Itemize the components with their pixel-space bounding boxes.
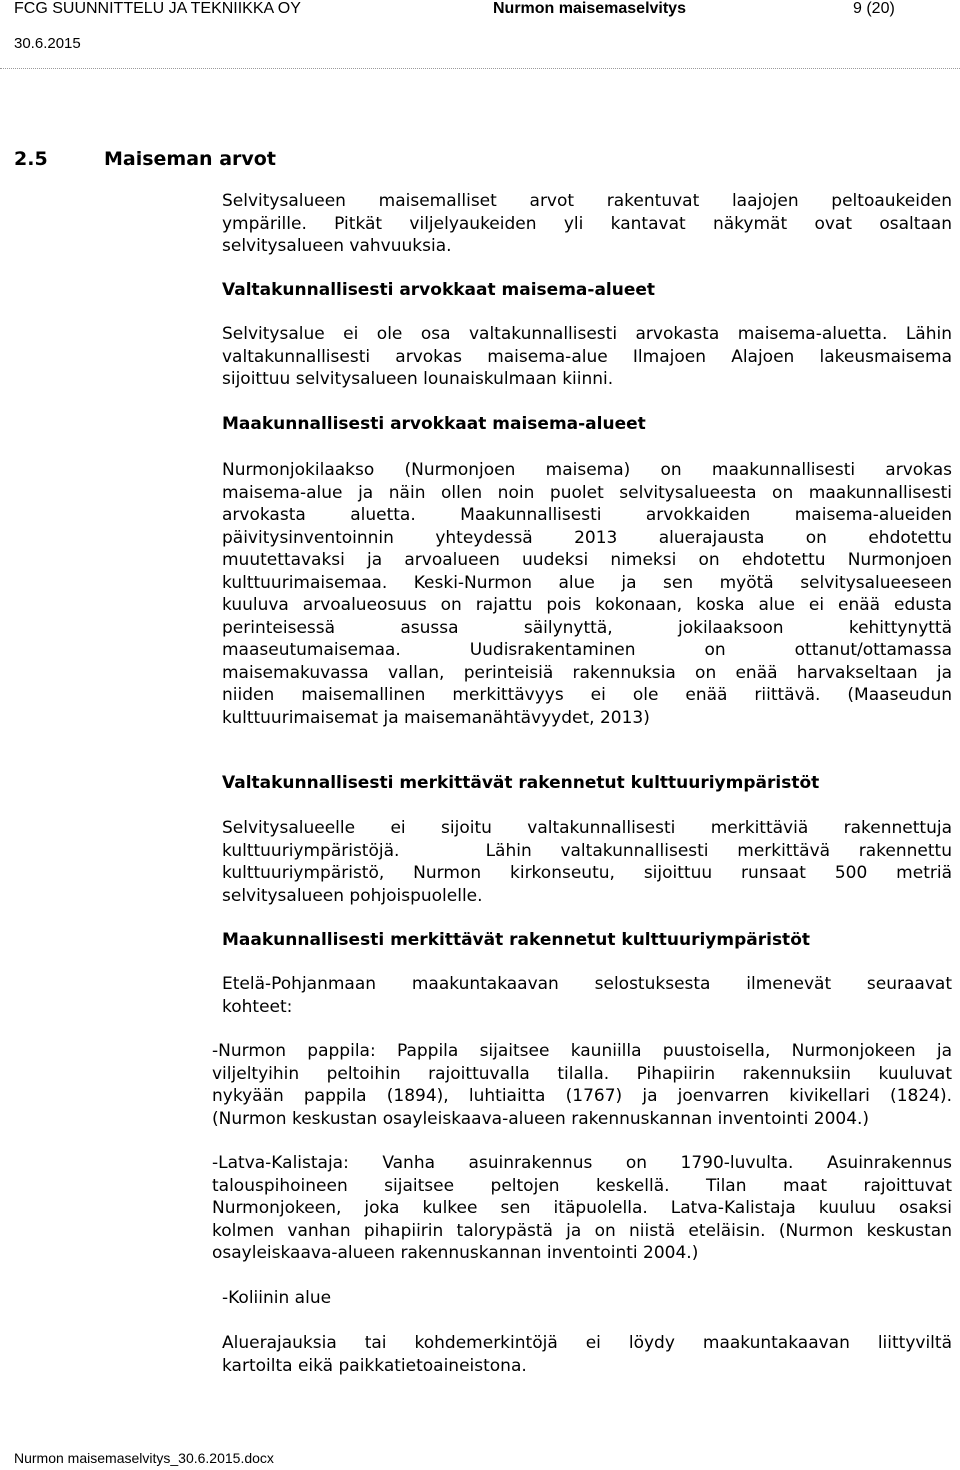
subheading-regional-landscape: Maakunnallisesti arvokkaat maisema-alueet <box>222 414 646 434</box>
text-line: perinteisessä asussa säilynyttä, jokilaaksoon kehittynyttä <box>222 617 952 638</box>
text-line: maisemakuvassa vallan, perinteisiä rakennuksia on enää harvakseltaan ja <box>222 662 952 683</box>
text-line: kolmen vanhan pihapiirin talorypästä ja on niistä eteläisin. (Nurmon keskustan <box>212 1220 952 1241</box>
text-line: muutettavaksi ja arvoalueen uudeksi nimeksi on ehdotettu Nurmonjoen <box>222 550 952 570</box>
text-line: kuuluva arvoalueosuus on rajattu pois kokonaan, koska alue ei enää edusta <box>222 595 952 615</box>
text-line: talouspihoineen sijaitsee peltojen keskellä. Tilan maat rajoittuvat <box>212 1175 952 1196</box>
intro-paragraph <box>222 190 952 258</box>
text-line: päivitysinventoinnin yhteydessä 2013 aluerajausta on ehdotettu <box>222 527 952 548</box>
section-heading <box>14 148 276 170</box>
footer-filename: Nurmon maisemaselvitys_30.6.2015.docx <box>14 1450 274 1466</box>
text-line: kohteet: <box>222 996 293 1017</box>
paragraph-regional-built-environment <box>222 973 952 1018</box>
list-item-latva-kalistaja <box>212 1152 952 1265</box>
paragraph-national-built-environment <box>222 817 952 907</box>
section-number: 2.5 <box>14 148 48 170</box>
text-line: osayleiskaava-alueen rakennuskannan inventointi 2004.) <box>212 1243 699 1263</box>
text-line: ympärille. Pitkät viljelyaukeiden yli kantavat näkymät ovat osaltaan <box>222 213 952 234</box>
text-line: kulttuurimaisemat ja maisemanähtävyydet, 2013) <box>222 707 650 728</box>
text-line: sijoittuu selvitysalueen lounaiskulmaan kiinni. <box>222 369 614 389</box>
text-line: Selvitysalue ei ole osa valtakunnallisesti arvokasta maisema-aluetta. Lähin <box>222 324 952 344</box>
list-item-nurmon-pappila <box>212 1040 952 1130</box>
text-line: Nurmonjokeen, joka kulkee sen itäpuolella. Latva-Kalistaja kuuluu osaksi <box>212 1198 952 1218</box>
text-line: kartoilta eikä paikkatietoaineistona. <box>222 1355 527 1376</box>
text-line: maaseutumaisemaa. Uudisrakentaminen on ottanut/ottamassa <box>222 640 952 660</box>
text-line: kulttuuriympäristöjä. Lähin valtakunnallisesti merkittävä rakennettu <box>222 840 952 861</box>
text-line: -Latva-Kalistaja: Vanha asuinrakennus on 1790-luvulta. Asuinrakennus <box>212 1153 952 1173</box>
text-line: kulttuuriympäristö, Nurmon kirkonseutu, sijoittuu runsaat 500 metriä <box>222 863 952 883</box>
text-line: Selvitysalueelle ei sijoitu valtakunnallisesti merkittäviä rakennettuja <box>222 818 952 838</box>
text-line: viljeltyihin peltoihin rajoittuvalla tilalla. Pihapiirin rakennuksiin kuuluvat <box>212 1063 952 1084</box>
text-line: Nurmonjokilaakso (Nurmonjoen maisema) on maakunnallisesti arvokas <box>222 460 952 480</box>
text-line: valtakunnallisesti arvokas maisema-alue Ilmajoen Alajoen lakeusmaisema <box>222 346 952 367</box>
text-line: Selvitysalueen maisemalliset arvot rakentuvat laajojen peltoaukeiden <box>222 191 952 211</box>
subheading-national-landscape: Valtakunnallisesti arvokkaat maisema-alueet <box>222 280 656 300</box>
text-line: selvitysalueen pohjoispuolelle. <box>222 885 483 906</box>
text-line: selvitysalueen vahvuuksia. <box>222 236 452 256</box>
text-line: maisema-alue ja näin ollen noin puolet selvitysalueesta on maakunnallisesti <box>222 482 952 503</box>
header-date: 30.6.2015 <box>14 35 81 52</box>
section-title: Maiseman arvot <box>104 148 276 170</box>
text-line: -Koliinin alue <box>222 1288 332 1308</box>
header-page-number: 9 (20) <box>853 0 895 17</box>
text-line: (Nurmon keskustan osayleiskaava-alueen rakennuskannan inventointi 2004.) <box>212 1108 870 1129</box>
header-document-title: Nurmon maisemaselvitys <box>493 0 686 17</box>
text-line: Etelä-Pohjanmaan maakuntakaavan selostuksesta ilmenevät seuraavat <box>222 974 952 994</box>
text-line: niiden maisemallinen merkittävyys ei ole enää riittävä. (Maaseudun <box>222 685 952 705</box>
subheading-national-built-environment: Valtakunnallisesti merkittävät rakennetut kulttuuriympäristöt <box>222 773 820 793</box>
header-divider <box>0 68 960 69</box>
text-line: Aluerajauksia tai kohdemerkintöjä ei löydy maakuntakaavan liittyviltä <box>222 1333 952 1353</box>
subheading-regional-built-environment: Maakunnallisesti merkittävät rakennetut kulttuuriympäristöt <box>222 930 810 950</box>
list-item-koliinin-alue-title <box>222 1287 952 1310</box>
text-line: arvokasta aluetta. Maakunnallisesti arvokkaiden maisema-alueiden <box>222 505 952 525</box>
paragraph-regional-landscape <box>222 459 952 729</box>
text-line: kulttuurimaisemaa. Keski-Nurmon alue ja sen myötä selvitysalueeseen <box>222 572 952 593</box>
text-line: nykyään pappila (1894), luhtiaitta (1767) ja joenvarren kivikellari (1824). <box>212 1086 952 1106</box>
text-line: -Nurmon pappila: Pappila sijaitsee kauniilla puustoisella, Nurmonjokeen ja <box>212 1041 952 1061</box>
paragraph-national-landscape <box>222 323 952 391</box>
paragraph-koliinin-alue <box>222 1332 952 1377</box>
header-organization: FCG SUUNNITTELU JA TEKNIIKKA OY <box>14 0 301 17</box>
